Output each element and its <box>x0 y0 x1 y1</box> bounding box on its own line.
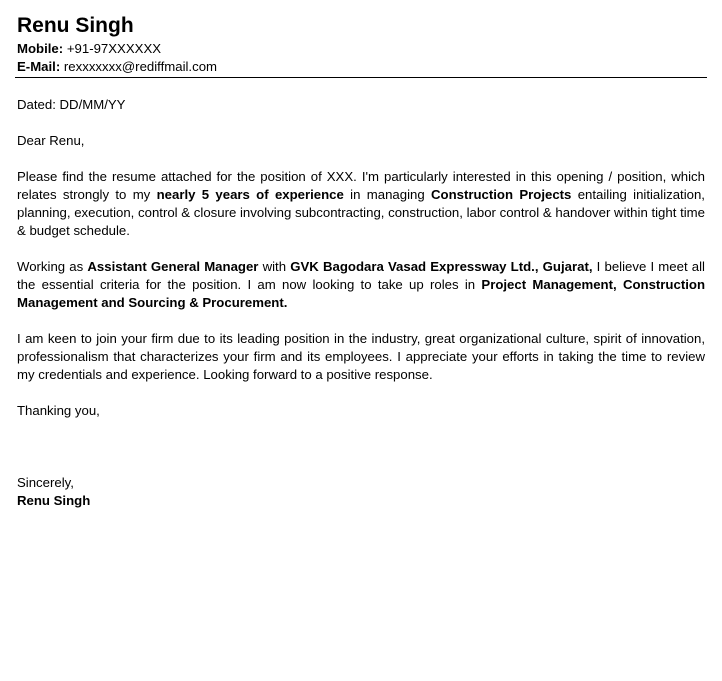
header-divider <box>15 77 707 78</box>
salutation: Dear Renu, <box>17 133 85 148</box>
closing-line: Sincerely, <box>17 475 74 490</box>
p1-text-3: entailing initialization, planning, execution, control & closure involving subcontracting, construction, labor control & handover within tight time & budget schedule. <box>17 187 705 238</box>
letter-header <box>17 12 705 76</box>
p1-bold-1: nearly 5 years of experience <box>156 187 344 202</box>
p2-text-1: Working as <box>17 259 88 274</box>
mobile-line <box>17 40 705 58</box>
signature-bold: Renu Singh <box>17 493 91 508</box>
signature-name <box>17 492 705 510</box>
paragraph-3: I am keen to join your firm due to its leading position in the industry, great organizational culture, spirit of innovation, professionalism that characterizes your firm and its employees. I appreciate your efforts in taking the time to review my credentials and experience. Looking forward to a positive response. <box>17 331 705 382</box>
thanks-line: Thanking you, <box>17 403 100 418</box>
p1-text-1: Please find the resume attached for the position of XXX. I'm particularly interested in this opening / position, which relates strongly to my <box>17 169 705 202</box>
p2-bold-2: GVK Bagodara Vasad Expressway Ltd., Gujarat, <box>290 259 593 274</box>
mobile-value: +91-97XXXXXX <box>66 41 162 56</box>
p2-bold-1: Assistant General Manager <box>87 259 259 274</box>
p2-bold-3: Project Management, Construction Management and Sourcing & Procurement. <box>17 277 705 310</box>
mobile-label: Mobile: <box>17 41 64 56</box>
email-line <box>17 58 705 76</box>
p2-text-2: with <box>258 259 291 274</box>
date-line: Dated: DD/MM/YY <box>17 97 126 112</box>
letter-body <box>17 96 705 510</box>
paragraph-1 <box>17 168 705 240</box>
sender-name: Renu Singh <box>17 14 134 37</box>
paragraph-2 <box>17 258 705 312</box>
p1-bold-2: Construction Projects <box>430 187 572 202</box>
email-label: E-Mail: <box>17 59 61 74</box>
p1-text-2: in managing <box>343 187 431 202</box>
email-value: rexxxxxxx@rediffmail.com <box>63 59 218 74</box>
p2-text-3: I believe I meet all the essential criteria for the position. I am now looking to take up roles in <box>17 259 705 292</box>
